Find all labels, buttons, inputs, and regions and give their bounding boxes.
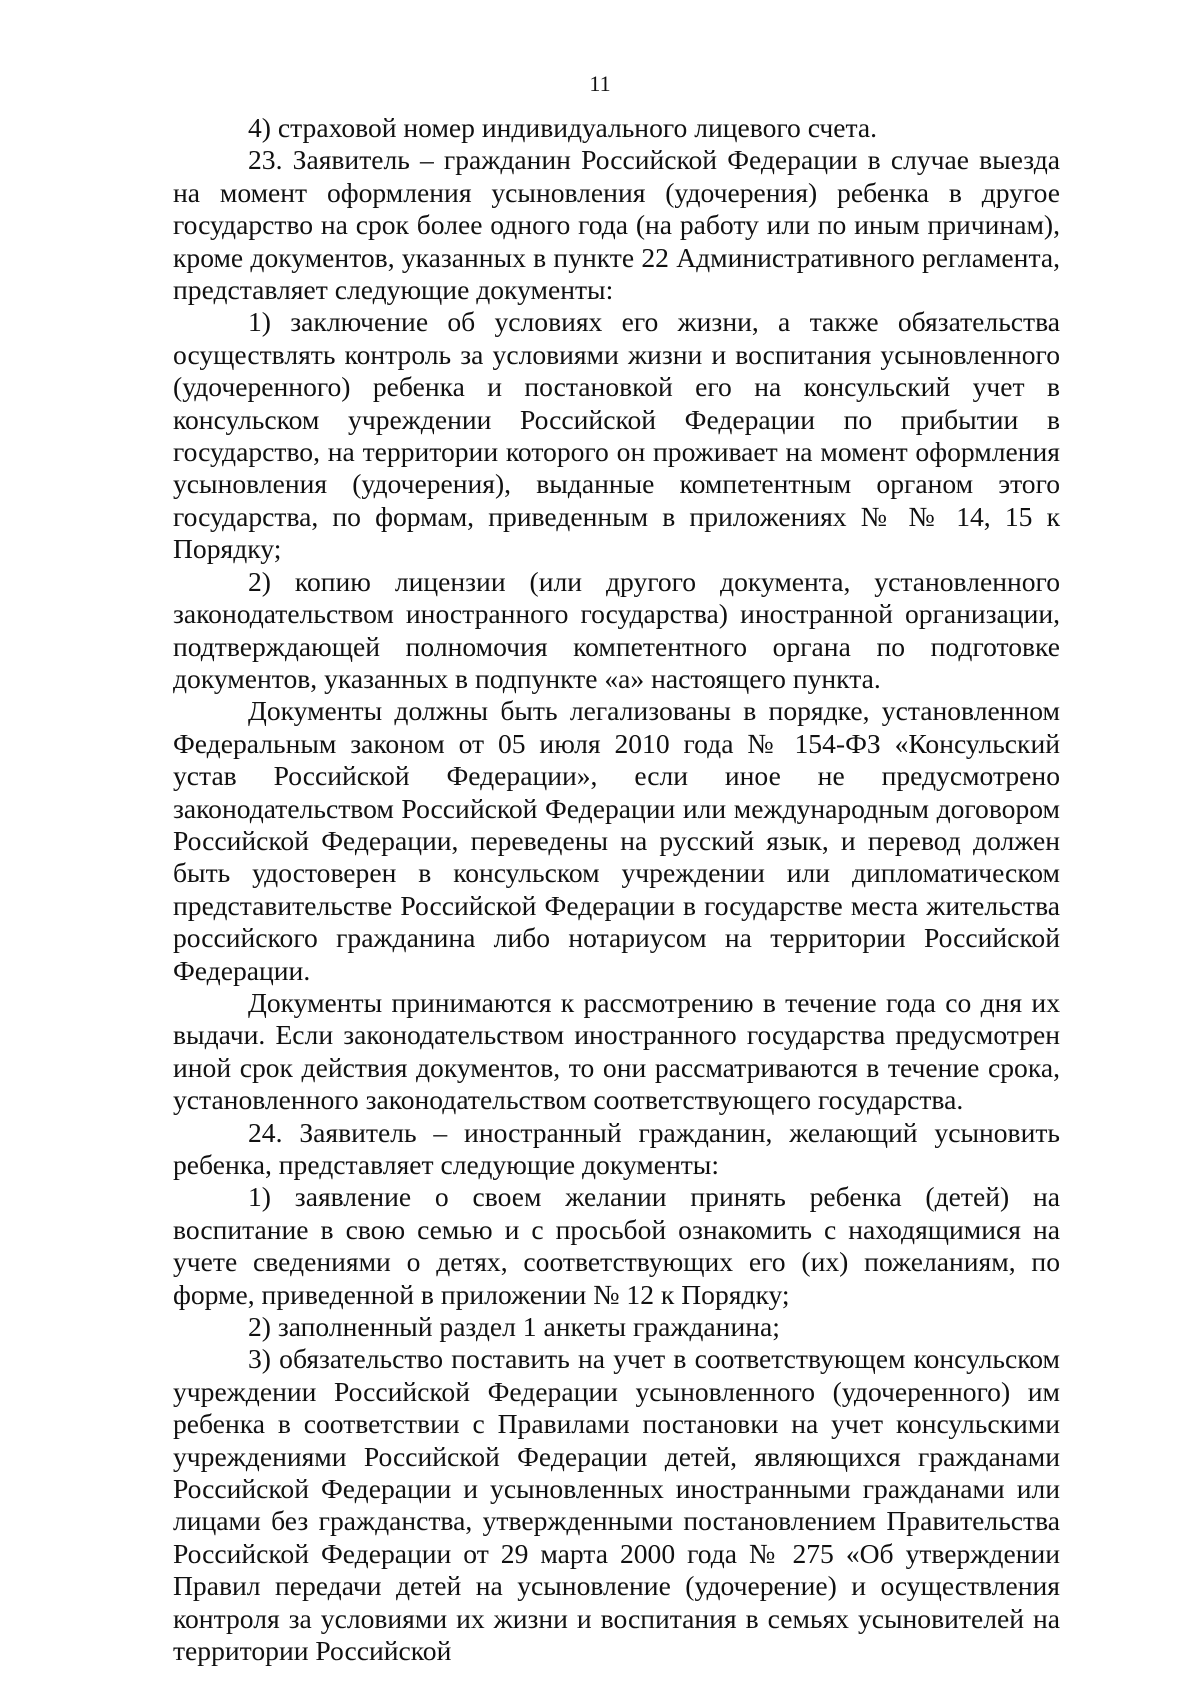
paragraph-clause-24: 24. Заявитель – иностранный гражданин, желающий усыновить ребенка, представляет следующие документы: (173, 1116, 1060, 1180)
paragraph-clause-24-item-3: 3) обязательство поставить на учет в соответствующем консульском учреждении Российской Федерации усыновленного (удочеренного) им ребенка в соответствии с Правилами постановки на учет консульскими учреждениями Российской Федерации детей, являющихся гражданами Российской Федерации и усыновленных иностранными гражданами или лицами без гражданства, утвержденными постановлением Правительства Российской Федерации от 29 марта 2000 года № 275 «Об утверждении Правил передачи детей на усыновление (удочерение) и осуществления контроля за условиями их жизни и воспитания в семьях усыновителей на территории Российской (173, 1343, 1060, 1667)
paragraph-clause-23: 23. Заявитель – гражданин Российской Федерации в случае выезда на момент оформления усыновления (удочерения) ребенка в другое государство на срок более одного года (на работу или по иным причинам), кроме документов, указанных в пункте 22 Административного регламента, представляет следующие документы: (173, 144, 1060, 306)
page-number: 11 (589, 71, 611, 96)
paragraph-legalization: Документы должны быть легализованы в порядке, установленном Федеральным законом от 05 июля 2010 года № 154-ФЗ «Консульский устав Российской Федерации», если иное не предусмотрено законодательством Российской Федерации или международным договором Российской Федерации, переведены на русский язык, и перевод должен быть удостоверен в консульском учреждении или дипломатическом представительстве Российской Федерации в государстве места жительства российского гражданина либо нотариусом на территории Российской Федерации. (173, 695, 1060, 986)
document-body (173, 112, 1060, 1668)
paragraph-clause-23-item-2: 2) копию лицензии (или другого документа, установленного законодательством иностранного государства) иностранной организации, подтверждающей полномочия компетентного органа по подготовке документов, указанных в подпункте «а» настоящего пункта. (173, 565, 1060, 694)
paragraph-validity: Документы принимаются к рассмотрению в течение года со дня их выдачи. Если законодательством иностранного государства предусмотрен иной срок действия документов, то они рассматриваются в течение срока, установленного законодательством соответствующего государства. (173, 986, 1060, 1116)
paragraph-clause-23-item-1: 1) заключение об условиях его жизни, а также обязательства осуществлять контроль за условиями жизни и воспитания усыновленного (удочеренного) ребенка и постановкой его на консульский учет в консульском учреждении Российской Федерации по прибытии в государство, на территории которого он проживает на момент оформления усыновления (удочерения), выданные компетентным органом этого государства, по формам, приведенным в приложениях № № 14, 15 к Порядку; (173, 306, 1060, 565)
paragraph-item-4-snils: 4) страховой номер индивидуального лицевого счета. (248, 112, 878, 143)
paragraph-clause-24-item-1: 1) заявление о своем желании принять ребенка (детей) на воспитание в свою семью и с просьбой ознакомить с находящимися на учете сведениями о детях, соответствующих его (их) пожеланиям, по форме, приведенной в приложении № 12 к Порядку; (173, 1181, 1060, 1310)
paragraph-clause-24-item-2: 2) заполненный раздел 1 анкеты гражданина; (248, 1311, 780, 1343)
